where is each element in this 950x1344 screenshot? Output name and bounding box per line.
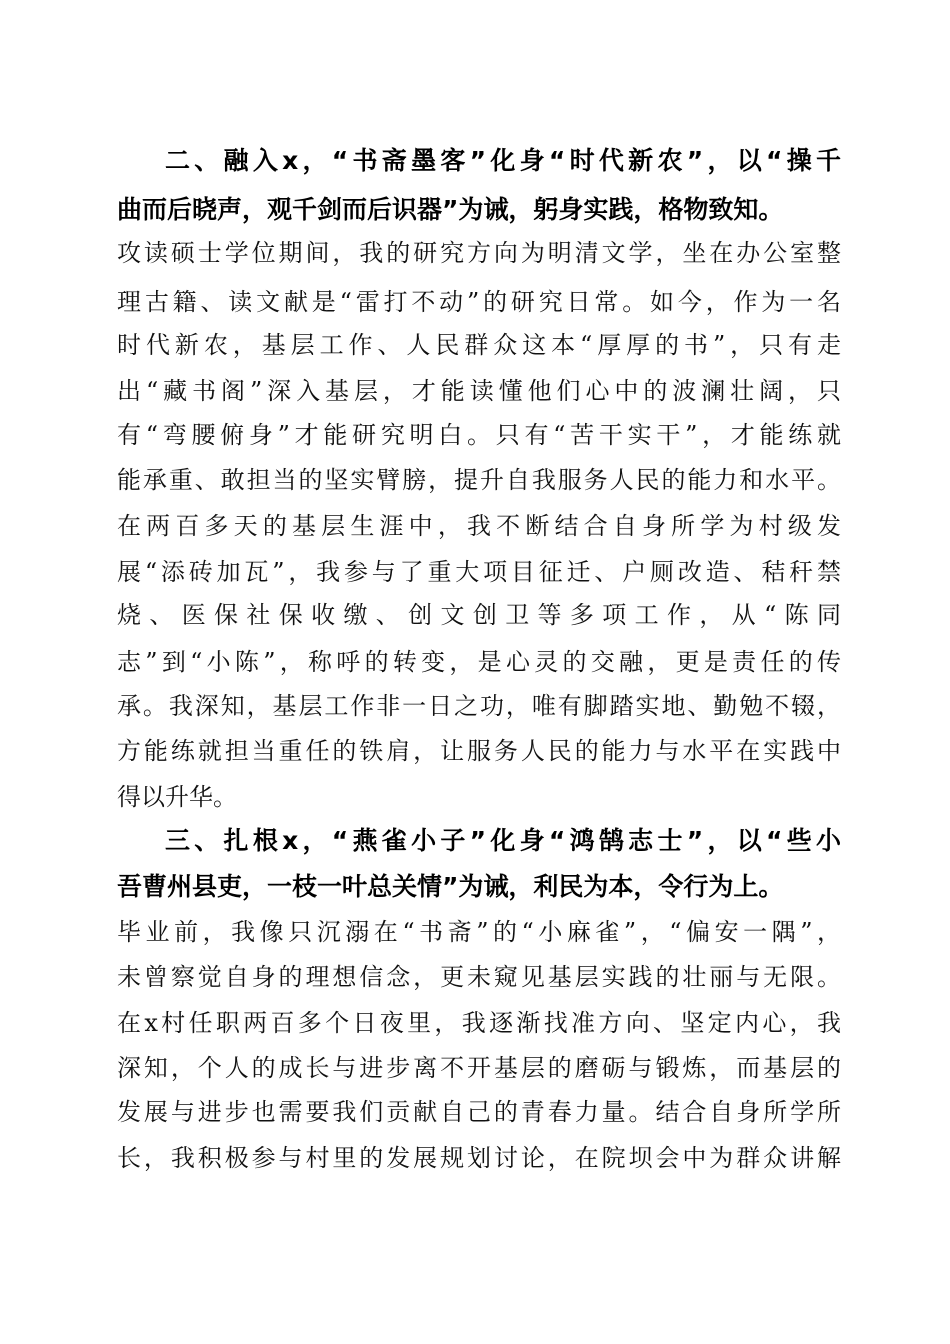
section3-body-line-5: 发展与进步也需要我们贡献自己的青春力量。结合自身所学所: [117, 1098, 841, 1126]
section2-body-line-8: 展“添砖加瓦”，我参与了重大项目征迁、户厕改造、秸秆禁: [117, 558, 841, 586]
section3-heading-line-1: 三、扎根x，“燕雀小子”化身“鸿鹄志士”，以“些小: [165, 826, 841, 855]
section2-body-line-3: 时代新农，基层工作、人民群众这本“厚厚的书”，只有走: [117, 331, 841, 359]
section2-body-line-11: 承。我深知，基层工作非一日之功，唯有脚踏实地、勤勉不辍，: [117, 692, 841, 720]
section3-body-line-1: 毕业前，我像只沉溺在“书斋”的“小麻雀”，“偏安一隅”，: [117, 918, 841, 946]
section3-body-line-2: 未曾察觉自身的理想信念，更未窥见基层实践的壮丽与无限。: [117, 963, 841, 991]
section2-body-line-6: 能承重、敢担当的坚实臂膀，提升自我服务人民的能力和水平。: [117, 466, 841, 494]
section2-body-line-10: 志”到“小陈”，称呼的转变，是心灵的交融，更是责任的传: [117, 648, 841, 676]
section2-body-line-1: 攻读硕士学位期间，我的研究方向为明清文学，坐在办公室整: [117, 239, 841, 267]
section3-body-line-6: 长，我积极参与村里的发展规划讨论，在院坝会中为群众讲解: [117, 1144, 841, 1172]
section2-body-line-4: 出“藏书阁”深入基层，才能读懂他们心中的波澜壮阔，只: [117, 377, 841, 405]
section2-heading-line-1: 二、融入x，“书斋墨客”化身“时代新农”，以“操千: [165, 146, 841, 175]
section2-body-line-13: 得以升华。: [117, 783, 237, 811]
section2-body-line-7: 在两百多天的基层生涯中，我不断结合自身所学为村级发: [117, 512, 841, 540]
section2-body-line-12: 方能练就担当重任的铁肩，让服务人民的能力与水平在实践中: [117, 737, 841, 765]
section2-body-line-9: 烧、医保社保收缴、创文创卫等多项工作，从“陈同: [117, 601, 841, 629]
section3-body-line-4: 深知，个人的成长与进步离不开基层的磨砺与锻炼，而基层的: [117, 1054, 841, 1082]
section2-heading-line-2: 曲而后晓声，观千剑而后识器”为诫，躬身实践，格物致知。: [117, 195, 784, 224]
section2-body-line-2: 理古籍、读文献是“雷打不动”的研究日常。如今，作为一名: [117, 288, 841, 316]
section3-heading-line-2: 吾曹州县吏，一枝一叶总关情”为诫，利民为本，令行为上。: [117, 872, 784, 901]
section3-body-line-3: 在x村任职两百多个日夜里，我逐渐找准方向、坚定内心，我: [117, 1009, 841, 1037]
section2-body-line-5: 有“弯腰俯身”才能研究明白。只有“苦干实干”，才能练就: [117, 421, 841, 449]
